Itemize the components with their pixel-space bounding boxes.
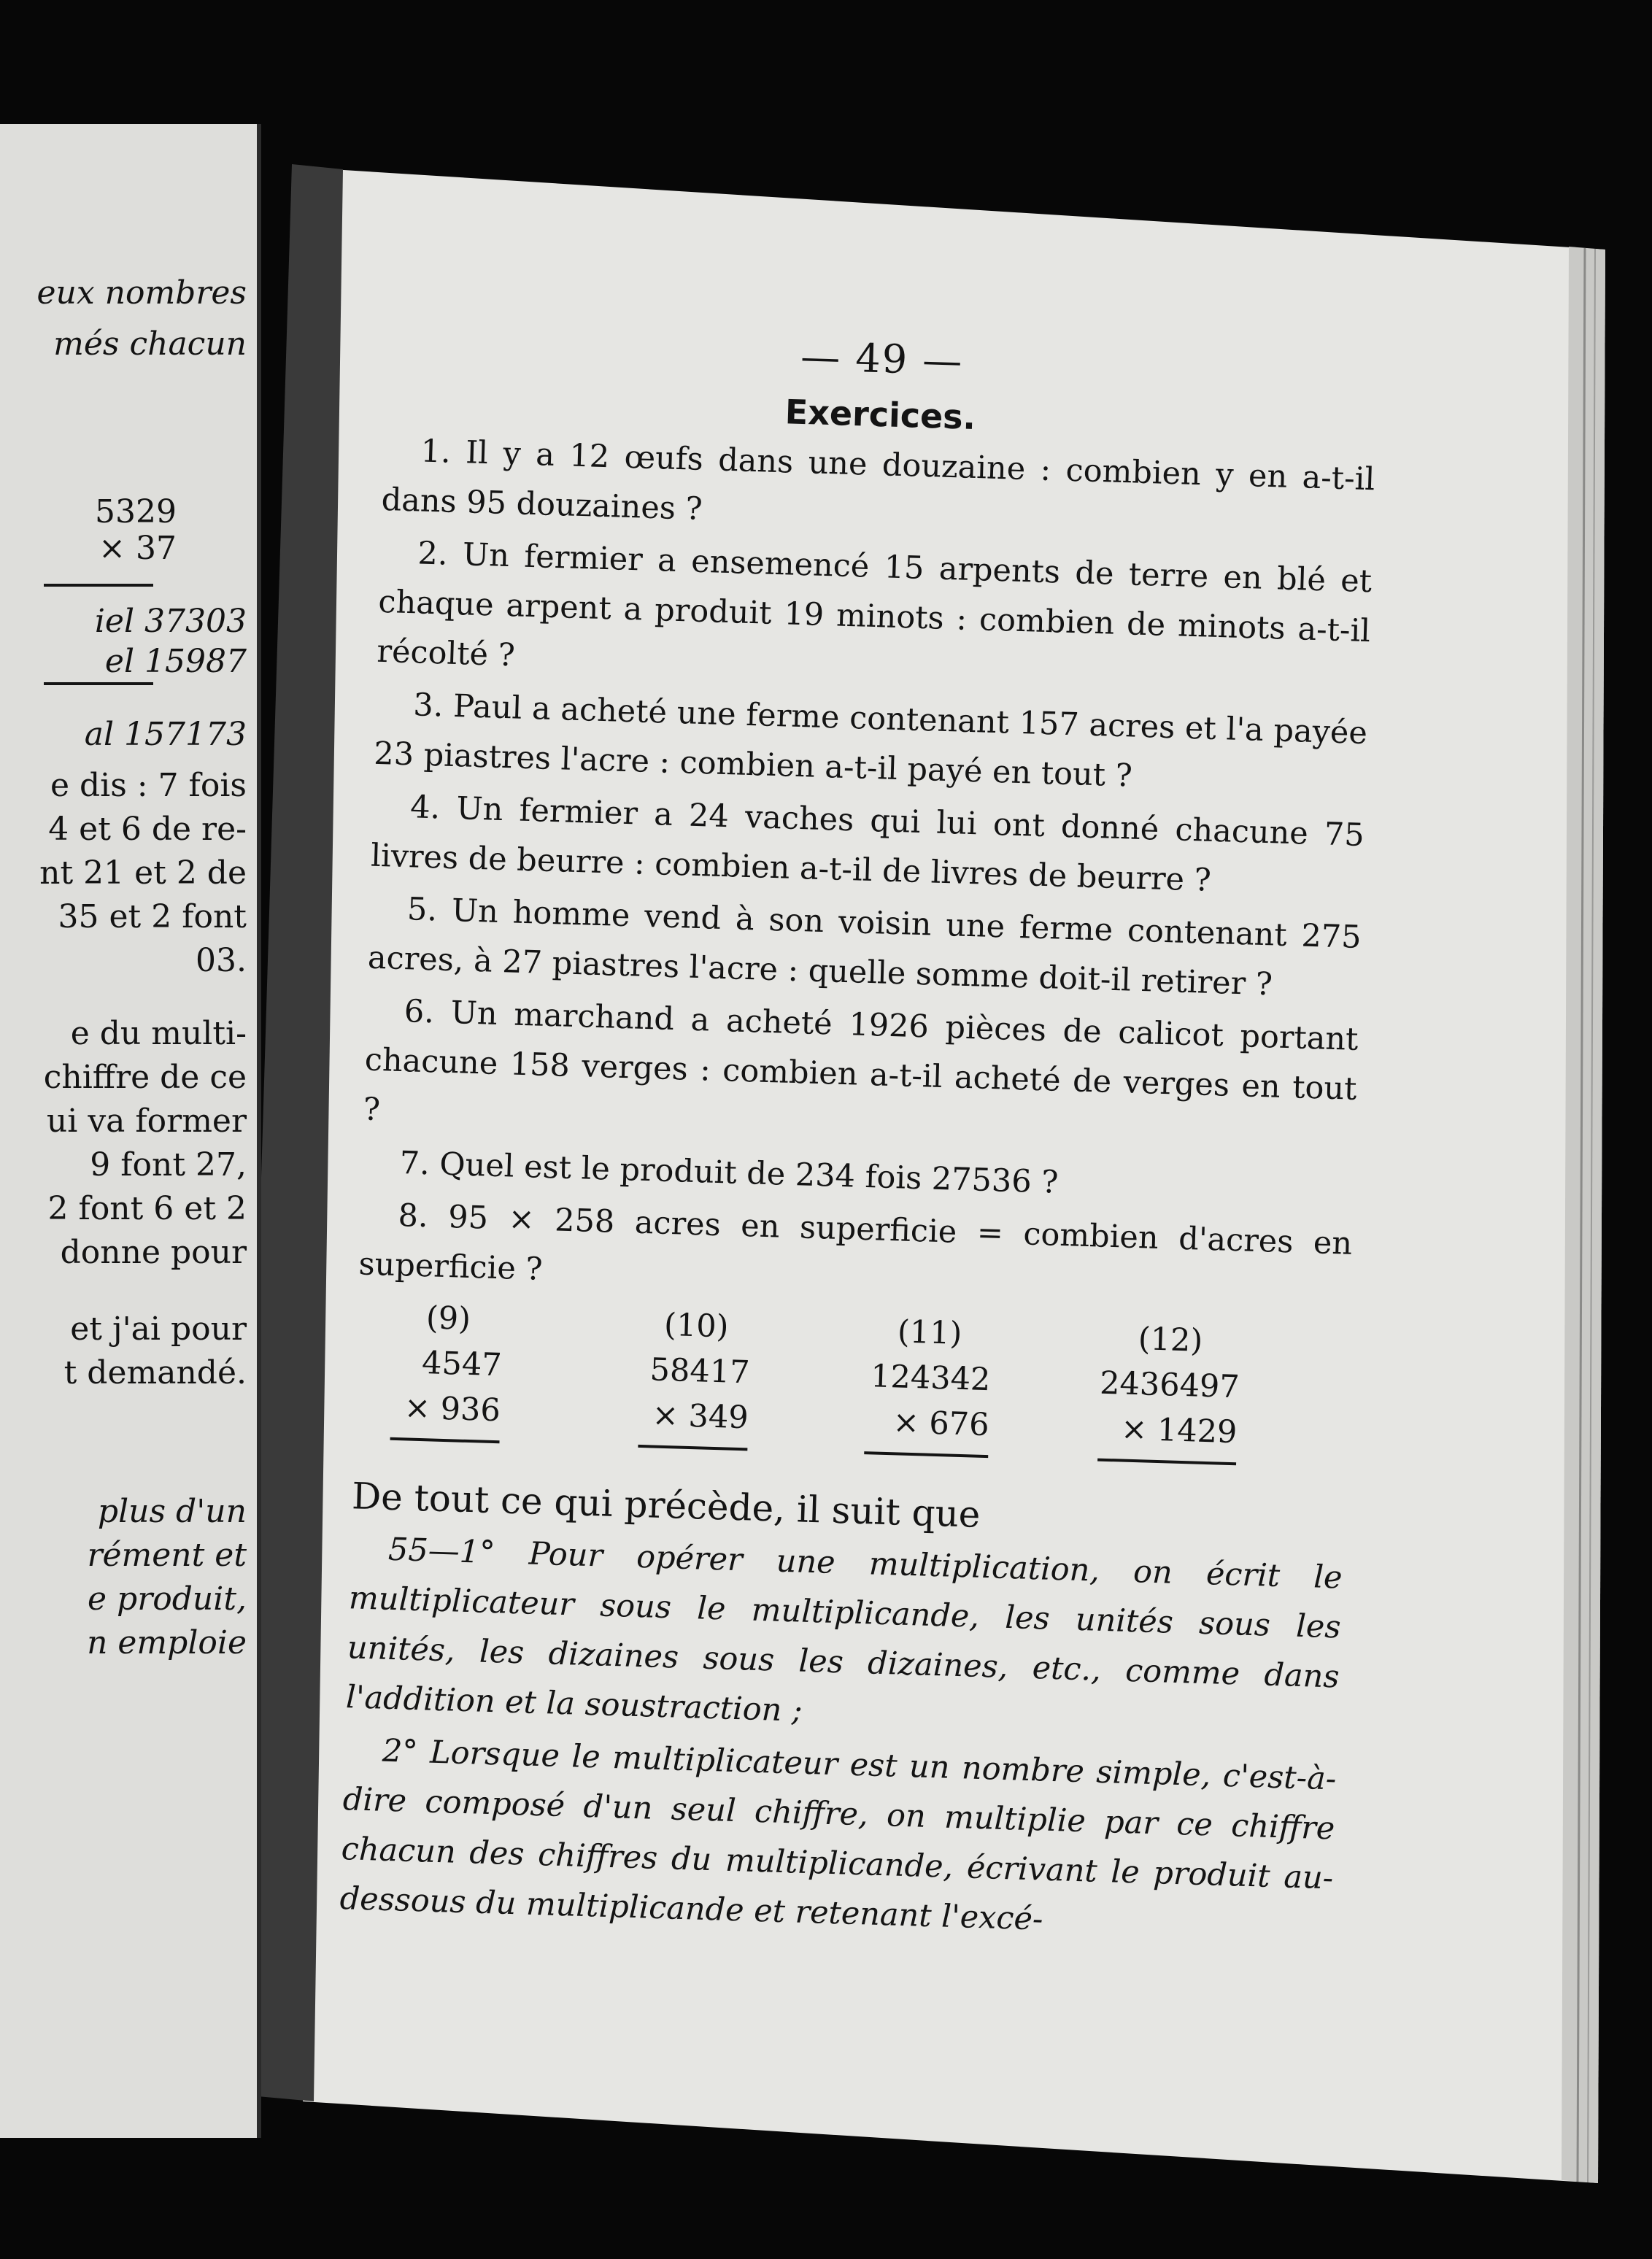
multiplier: × 1429: [1120, 1410, 1238, 1451]
operation-number: (10): [663, 1306, 730, 1345]
left-page-line: 03.: [196, 942, 247, 979]
result-rule: [638, 1445, 747, 1451]
multiplier: × 349: [652, 1397, 749, 1437]
multiplication-exercises: [353, 1293, 1350, 1490]
multiplicand: 124342: [870, 1358, 992, 1399]
left-page-line: t demandé.: [63, 1354, 247, 1391]
exercise-4: 4. Un fermier a 24 vaches qui lui ont donné chacune 75 livres de beurre : combien a-t-il de livres de beurre ?: [370, 789, 1365, 899]
operation-11: [864, 1308, 992, 1458]
left-page-rule: [44, 584, 153, 587]
left-page-line: e produit,: [88, 1580, 247, 1618]
multiplicand: 58417: [649, 1351, 751, 1391]
left-page-line: × 37: [99, 530, 177, 567]
page-body: [339, 321, 1379, 1955]
left-page-line: e du multi-: [70, 1015, 247, 1052]
left-page-rule: [44, 682, 153, 685]
left-page-line: chiffre de ce: [43, 1059, 247, 1096]
result-rule: [864, 1451, 988, 1458]
result-rule: [1097, 1459, 1236, 1466]
section-title: Exercices.: [784, 392, 976, 437]
left-page-line: ui va former: [46, 1103, 247, 1140]
left-page-line: n emploie: [87, 1624, 247, 1661]
result-rule: [390, 1437, 499, 1443]
left-page: [0, 124, 261, 2138]
operation-number: (9): [425, 1300, 471, 1338]
operation-10: [638, 1302, 752, 1451]
left-page-line: nt 21 et 2 de: [39, 854, 247, 892]
operation-number: (11): [897, 1313, 963, 1352]
rule-55-1: 55—1° Pour opérer une multiplication, on écrit le multiplicateur sous le multiplicande, les unités sous les unités, les dizaines sous les dizaines, etc., comme dans l'addition et la soustraction ;: [345, 1531, 1343, 1729]
left-page-line: iel 37303: [94, 603, 247, 640]
operation-12: [1097, 1316, 1240, 1466]
left-page-line: el 15987: [104, 643, 247, 680]
operation-number: (12): [1138, 1321, 1203, 1359]
conclusion-intro: De tout ce qui précède, il suit que: [351, 1475, 981, 1536]
multiplicand: 2436497: [1099, 1364, 1240, 1406]
page-number: — 49 —: [800, 333, 965, 385]
rule-2: 2° Lorsque le multiplicateur est un nombre simple, c'est-à-dire composé d'un seul chiffre, on multiplie par ce chiffre chacun des chiffres du multiplicande, écrivant le produit au-dessous du multiplicande et retenant l'excé-: [339, 1732, 1338, 1938]
left-page-line: al 157173: [84, 716, 247, 753]
left-page-line: eux nombres: [36, 274, 247, 312]
left-page-line: rément et: [87, 1537, 247, 1574]
multiplier: × 936: [404, 1389, 501, 1429]
left-page-line: 9 font 27,: [90, 1146, 247, 1183]
exercise-1: 1. Il y a 12 œufs dans une douzaine : combien y en a-t-il dans 95 douzaines ?: [380, 433, 1375, 528]
operation-9: [390, 1294, 503, 1443]
left-page-line: e dis : 7 fois: [50, 767, 247, 804]
exercise-7: 7. Quel est le produit de 234 fois 27536 ?: [399, 1145, 1059, 1201]
left-page-line: 35 et 2 font: [58, 898, 247, 935]
left-page-line: et j'ai pour: [70, 1310, 247, 1348]
left-page-line: més chacun: [53, 325, 247, 363]
exercise-6: 6. Un marchand a acheté 1926 pièces de calicot portant chacune 158 verges : combien a-t-il acheté de verges en tout ?: [363, 993, 1359, 1129]
left-page-line: 2 font 6 et 2: [47, 1190, 247, 1227]
exercise-3: 3. Paul a acheté une ferme contenant 157 acres et l'a payée 23 piastres l'acre : combien a-t-il payé en tout ?: [373, 687, 1368, 795]
multiplicand: 4547: [421, 1345, 503, 1384]
left-page-line: 5329: [95, 493, 177, 530]
exercise-2: 2. Un fermier a ensemencé 15 arpents de terre en blé et chaque arpent a produit 19 minots : combien de minots a-t-il récolté ?: [376, 535, 1373, 674]
exercise-5: 5. Un homme vend à son voisin une ferme contenant 275 acres, à 27 piastres l'acre : quelle somme doit-il retirer ?: [367, 891, 1362, 1003]
left-page-line: 4 et 6 de re-: [48, 811, 247, 848]
multiplier: × 676: [892, 1404, 990, 1444]
left-page-line: donne pour: [60, 1234, 247, 1271]
exercise-8: 8. 95 × 258 acres en superficie = combien d'acres en superficie ?: [358, 1197, 1353, 1288]
left-page-line: plus d'un: [97, 1493, 247, 1530]
